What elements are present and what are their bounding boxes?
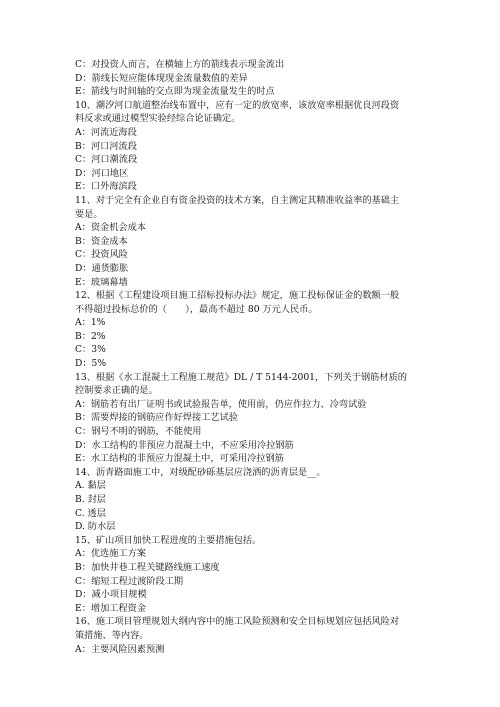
option-line: C. 透层 — [75, 507, 106, 519]
option-line: B：河口河流段 — [75, 140, 137, 152]
option-line: A：1% — [75, 317, 106, 329]
question-13-text: 13、根据《水工混凝土工程施工规范》DL / T 5144-2001，下列关于钢筋材质的 — [75, 371, 407, 383]
question-13-text: 控制要求正确的是。 — [75, 385, 158, 397]
option-line: C：缩短工程过渡阶段工期 — [75, 575, 184, 587]
option-line: E：水工结构的非预应力混凝土中，可采用冷拉钢筋 — [75, 453, 284, 465]
question-11-text: 11、对于完全有企业自有资金投资的技术方案，自主测定其精准收益率的基础主 — [75, 194, 400, 206]
option-line: D：水工结构的非预应力混凝土中，不应采用冷拉钢筋 — [75, 439, 294, 451]
option-line: B：加快井巷工程关键路线施工速度 — [75, 561, 220, 573]
option-line: A. 黏层 — [75, 480, 106, 492]
option-line: C：河口潮流段 — [75, 154, 138, 166]
option-line: E：箭线与时间轴的交点即为现金流量发生的时点 — [75, 86, 275, 98]
option-line: D：箭线长短应能体现现金流量数值的差异 — [75, 72, 248, 84]
option-line: A：钢筋若有出厂证明书或试验报告单，使用前，仍应作拉力、冷弯试验 — [75, 398, 367, 410]
question-10-text: 10、潮汐河口航道整治线布置中，应有一定的放宽率，该放宽率根据优良河段资 — [75, 99, 400, 111]
question-12-text: 不得超过投标总价的（ ），最高不超过 80 万元人民币。 — [75, 303, 318, 315]
option-line: B：需要焊接的钢筋应作好焊接工艺试验 — [75, 412, 238, 424]
question-15-text: 15、矿山项目加快工程进度的主要措施包括。 — [75, 534, 262, 546]
option-line: A：河流近海段 — [75, 126, 137, 138]
option-line: B：2% — [75, 330, 106, 342]
question-14-text: 14、沥青路面施工中，对级配砂砾基层应浇洒的沥青层是__。 — [75, 466, 326, 478]
option-line: A：资金机会成本 — [75, 222, 146, 234]
question-11-text: 要是。 — [75, 208, 103, 220]
option-line: D：河口地区 — [75, 167, 129, 179]
question-12-text: 12、根据《工程建设项目施工招标投标办法》规定，施工投标保证金的数额一般 — [75, 290, 400, 302]
option-line: D：减小项目规模 — [75, 589, 147, 601]
option-line: C：投资风险 — [75, 249, 128, 261]
option-line: A：主要风险因素预测 — [75, 643, 165, 655]
option-line: C：对投资人而言，在横轴上方的箭线表示现金流出 — [75, 59, 285, 70]
option-line: E：口外海滨段 — [75, 181, 137, 193]
document-body — [75, 58, 435, 656]
option-line: D：5% — [75, 358, 107, 370]
question-10-text: 料反求或通过模型实验经综合论证确定。 — [75, 113, 241, 125]
option-line: A：优选施工方案 — [75, 548, 146, 560]
option-line: D. 防水层 — [75, 521, 116, 533]
option-line: B. 封层 — [75, 494, 106, 505]
option-line: B：资金成本 — [75, 235, 128, 247]
option-line: E：玻璃幕墙 — [75, 276, 128, 288]
question-16-text: 策措施、等内容。 — [75, 629, 149, 641]
option-line: C：钢号不明的钢筋，不能使用 — [75, 426, 202, 438]
option-line: C：3% — [75, 344, 106, 356]
question-16-text: 16、施工项目管理规划大纲内容中的施工风险预测和安全目标规划应包括风险对 — [75, 616, 400, 628]
option-line: E：增加工程资金 — [75, 602, 147, 614]
option-line: D：通货膨胀 — [75, 262, 129, 274]
